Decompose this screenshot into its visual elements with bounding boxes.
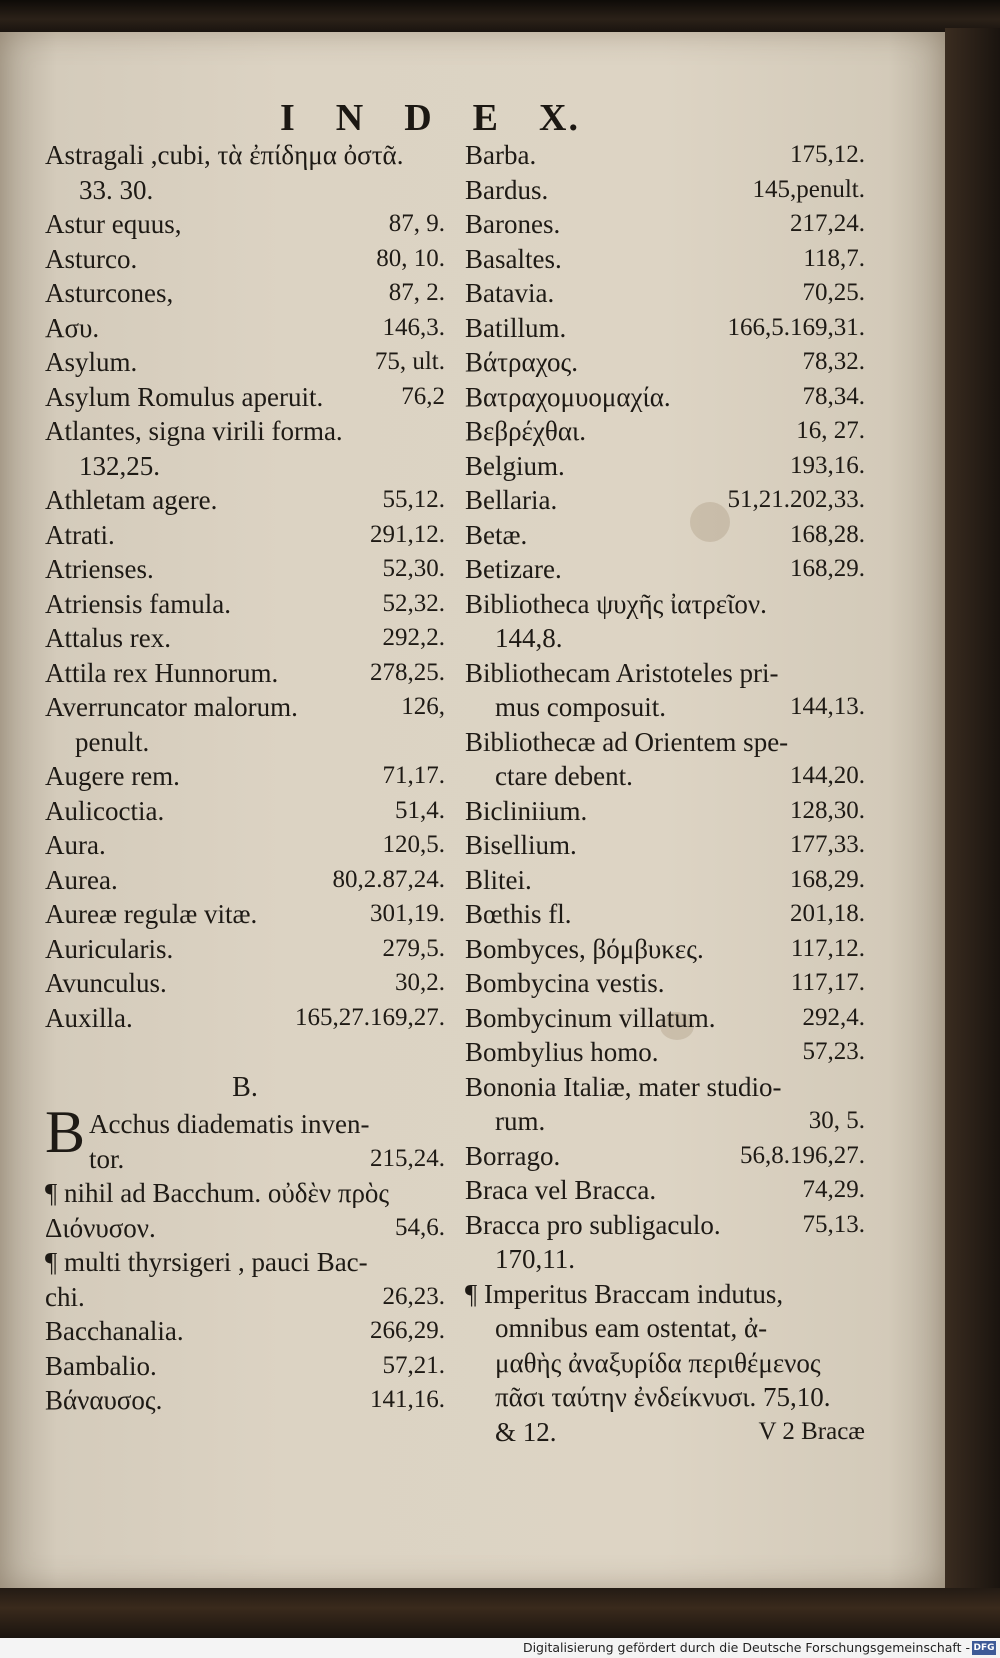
entry-page-ref: 168,29.: [790, 865, 865, 893]
entry-page-ref: 78,32.: [802, 348, 865, 375]
entry-term: Aulicoctia.: [45, 795, 165, 826]
entry-page-ref: 51,4.: [395, 796, 445, 824]
index-entry: [465, 380, 865, 415]
entry-term: mus composuit.: [495, 692, 667, 722]
index-entry: [465, 345, 865, 380]
index-entry: [465, 483, 865, 518]
header-letter: I: [280, 97, 297, 139]
entry-page-ref: 175,12.: [790, 141, 865, 168]
entry-term: & 12.: [495, 1416, 557, 1447]
entry-term: Bellaria.: [465, 485, 558, 515]
page-edge: [945, 28, 1000, 1590]
entry-term: omnibus eam ostentat, ἀ-: [495, 1313, 768, 1343]
index-entry: [45, 483, 445, 518]
entry-page-ref: 144,20.: [790, 762, 865, 789]
entry-term: Atrati.: [45, 519, 115, 550]
index-entry: [45, 207, 445, 242]
entry-term: penult.: [75, 726, 150, 757]
entry-term: Batillum.: [465, 312, 567, 343]
entry-page-ref: 87, 9.: [388, 210, 445, 237]
entry-page-ref: 80,2.87,24.: [332, 865, 445, 893]
entry-page-ref: 117,17.: [790, 969, 865, 996]
index-entry: [465, 725, 865, 760]
entry-term: Bacchanalia.: [45, 1316, 184, 1346]
section-letter: B.: [232, 1072, 258, 1103]
entry-page-ref: 71,17.: [382, 762, 445, 789]
entry-page-ref: 75,13.: [802, 1210, 865, 1238]
index-entry: [45, 863, 445, 898]
binding-top: [0, 0, 1000, 32]
entry-term: Auricularis.: [45, 933, 174, 964]
index-entry: [465, 242, 865, 277]
entry-term: Atrienses.: [45, 554, 154, 584]
index-entry: [465, 138, 865, 173]
entry-term: Augere rem.: [45, 761, 180, 791]
entry-page-ref: 166,5.169,31.: [727, 313, 865, 341]
index-entry: [45, 449, 445, 484]
index-entry: [45, 414, 445, 449]
entry-term: Avunculus.: [45, 968, 167, 998]
entry-page-ref: 52,30.: [382, 555, 445, 582]
entry-term: Bombylius homo.: [465, 1037, 659, 1067]
index-entry: [45, 1142, 445, 1177]
entry-term: Βάναυσος.: [45, 1385, 163, 1415]
index-entry: [465, 311, 865, 346]
entry-term: Betizare.: [465, 554, 562, 584]
index-entry: [465, 173, 865, 208]
entry-term: Bombyces, βόμβυκες.: [465, 933, 704, 964]
entry-page-ref: 75, ult.: [374, 348, 445, 375]
index-entry: [45, 1245, 445, 1280]
entry-term: Aura.: [45, 830, 106, 860]
entry-page-ref: 291,12.: [370, 520, 445, 548]
entry-term: Βατραχομυομαχία.: [465, 381, 671, 412]
index-entry: [465, 1415, 865, 1450]
entry-term: Atlantes, signa virili forma.: [45, 416, 343, 446]
binding-bottom: [0, 1588, 1000, 1638]
entry-term: Atriensis famula.: [45, 588, 231, 619]
section-b-entries: [45, 1099, 445, 1418]
entry-term: Astur equus,: [45, 209, 182, 239]
entry-page-ref: 51,21.202,33.: [727, 486, 865, 513]
entry-term: Braca vel Bracca.: [465, 1175, 657, 1205]
entry-page-ref: 80, 10.: [376, 244, 445, 272]
entry-page-ref: 201,18.: [790, 900, 865, 927]
entry-page-ref: 292,2.: [382, 624, 445, 651]
entry-term: Bracca pro subligaculo.: [465, 1209, 721, 1240]
index-entry: [45, 1349, 445, 1384]
index-entry: [465, 794, 865, 829]
entry-page-ref: 292,4.: [802, 1003, 865, 1031]
index-entry: [45, 1280, 445, 1315]
index-entry: [45, 621, 445, 656]
index-entry: [465, 1208, 865, 1243]
entry-page-ref: 177,33.: [790, 831, 865, 858]
entry-page-ref: 30,2.: [395, 969, 445, 996]
dfg-logo: DFG: [973, 1643, 995, 1653]
entry-page-ref: 52,32.: [382, 589, 445, 617]
entry-term: Bibliotheca ψυχῆς ἰατρεῖον.: [465, 588, 767, 619]
index-entry: [465, 1001, 865, 1036]
index-entry: [45, 345, 445, 380]
entry-term: Averruncator malorum.: [45, 692, 298, 722]
entry-term: Blitei.: [465, 864, 532, 895]
entry-term: Basaltes.: [465, 243, 562, 274]
entry-page-ref: V 2 Bracæ: [758, 1417, 865, 1445]
entry-term: Borrago.: [465, 1140, 561, 1171]
entry-term: Bardus.: [465, 174, 549, 205]
drop-capital: B: [45, 1099, 86, 1165]
entry-term: Bicliniium.: [465, 795, 588, 826]
entry-term: Batavia.: [465, 278, 555, 308]
entry-term: πᾶσι ταύτην ἐνδείκνυσι. 75,10.: [495, 1382, 831, 1412]
entry-term: Betæ.: [465, 519, 528, 550]
index-entry: [465, 518, 865, 553]
index-entry: [465, 863, 865, 898]
header-letter: D: [404, 97, 434, 139]
index-entry: [465, 932, 865, 967]
index-entry: [465, 897, 865, 932]
entry-term: Auxilla.: [45, 1002, 133, 1033]
entry-term: μαθὴς ἀναξυρίδα περιθέμενος: [495, 1347, 821, 1378]
index-entry: [465, 1346, 865, 1381]
index-entry: [45, 311, 445, 346]
entry-term: Athletam agere.: [45, 485, 218, 515]
entry-term: Βεβρέχθαι.: [465, 416, 586, 446]
entry-page-ref: 30, 5.: [808, 1107, 865, 1134]
index-entry: [45, 1176, 445, 1211]
index-entry: [465, 1104, 865, 1139]
entry-term: Belgium.: [465, 450, 565, 481]
entry-page-ref: 55,12.: [382, 486, 445, 513]
entry-page-ref: 217,24.: [790, 210, 865, 237]
index-entry: [45, 1001, 445, 1036]
index-entry: [465, 1173, 865, 1208]
entry-term: Acchus diadematis inven-: [89, 1109, 370, 1139]
entry-page-ref: 301,19.: [370, 900, 445, 927]
entry-page-ref: 120,5.: [382, 831, 445, 858]
index-entry: [45, 690, 445, 725]
index-entry: [465, 1070, 865, 1105]
index-entry: [45, 1107, 445, 1142]
index-entry: [465, 1242, 865, 1277]
index-entry: [45, 380, 445, 415]
entry-term: Bibliothecam Aristoteles pri-: [465, 657, 779, 688]
index-entry: [45, 552, 445, 587]
index-entry: [465, 207, 865, 242]
entry-term: 33. 30.: [79, 174, 154, 205]
entry-page-ref: 16, 27.: [796, 417, 865, 444]
entry-page-ref: 54,6.: [395, 1213, 445, 1241]
entry-term: Bononia Italiæ, mater studio-: [465, 1071, 782, 1102]
entry-page-ref: 278,25.: [370, 658, 445, 686]
index-entry: [45, 828, 445, 863]
header-letter: N: [335, 97, 366, 139]
entry-page-ref: 117,12.: [790, 934, 865, 962]
entry-page-ref: 279,5.: [382, 934, 445, 962]
left-column: [45, 138, 445, 1418]
index-entry: [45, 794, 445, 829]
header-letter: E: [472, 97, 501, 139]
index-entry: [465, 656, 865, 691]
index-header: [280, 96, 580, 140]
index-entry: [465, 587, 865, 622]
index-entry: [465, 1035, 865, 1070]
entry-term: ctare debent.: [495, 761, 633, 791]
entry-page-ref: 168,29.: [790, 555, 865, 582]
entry-term: Bombycina vestis.: [465, 968, 665, 998]
entry-term: tor.: [89, 1143, 125, 1174]
entry-term: chi.: [45, 1281, 85, 1312]
index-entry: [465, 276, 865, 311]
entry-term: Attalus rex.: [45, 623, 171, 653]
right-column: [465, 138, 865, 1449]
index-entry: [45, 725, 445, 760]
entry-term: rum.: [495, 1106, 546, 1136]
entry-term: Aureæ regulæ vitæ.: [45, 899, 258, 929]
entry-term: ¶ Imperitus Braccam indutus,: [465, 1278, 784, 1309]
footer-credit: Digitalisierung gefördert durch die Deutsche Forschungsgemeinschaft -: [522, 1640, 970, 1655]
entry-term: Aurea.: [45, 864, 118, 895]
index-entry: [465, 449, 865, 484]
entry-term: Bœthis fl.: [465, 899, 572, 929]
index-entry: [465, 1277, 865, 1312]
entry-term: 170,11.: [495, 1244, 575, 1274]
entry-term: Asturco.: [45, 243, 138, 274]
entry-term: Ασυ.: [45, 312, 100, 343]
entry-term: Asturcones,: [45, 278, 174, 308]
index-entry: [465, 621, 865, 656]
index-entry: [465, 552, 865, 587]
index-entry: [45, 1211, 445, 1246]
entry-term: ¶ nihil ad Bacchum. οὐδὲν πρὸς: [45, 1178, 390, 1208]
entry-term: Bisellium.: [465, 830, 577, 860]
entry-page-ref: 193,16.: [790, 451, 865, 479]
header-letter: X.: [539, 97, 580, 139]
entry-term: Attila rex Hunnorum.: [45, 657, 279, 688]
entry-page-ref: 266,29.: [370, 1317, 445, 1344]
entry-page-ref: 141,16.: [370, 1386, 445, 1413]
index-entry: [45, 966, 445, 1001]
index-entry: [45, 759, 445, 794]
entry-term: ¶ multi thyrsigeri , pauci Bac-: [45, 1247, 368, 1277]
entry-page-ref: 74,29.: [802, 1176, 865, 1203]
index-entry: [465, 690, 865, 725]
entry-page-ref: 144,13.: [790, 693, 865, 720]
index-entry: [45, 656, 445, 691]
index-entry: [45, 932, 445, 967]
entry-page-ref: 168,28.: [790, 520, 865, 548]
entry-page-ref: 70,25.: [802, 279, 865, 306]
entry-term: Barones.: [465, 209, 561, 239]
entry-term: 144,8.: [495, 623, 563, 653]
entry-page-ref: 126,: [401, 693, 445, 720]
entry-page-ref: 56,8.196,27.: [740, 1141, 865, 1169]
entry-term: Bibliothecæ ad Orientem spe-: [465, 726, 789, 757]
entry-term: Bambalio.: [45, 1350, 157, 1381]
index-entry: [465, 1139, 865, 1174]
index-entry: [45, 1314, 445, 1349]
index-entry: [465, 414, 865, 449]
index-entry: [465, 1380, 865, 1415]
entry-page-ref: 215,24.: [370, 1144, 445, 1172]
entry-page-ref: 165,27.169,27.: [295, 1003, 445, 1031]
entry-page-ref: 78,34.: [802, 382, 865, 410]
index-entry: [45, 897, 445, 932]
entry-page-ref: 26,23.: [382, 1282, 445, 1310]
index-entry: [45, 242, 445, 277]
index-entry: [45, 518, 445, 553]
entry-term: Asylum.: [45, 347, 138, 377]
index-entry: [465, 828, 865, 863]
entry-term: Astragali ,cubi, τὰ ἐπίδημα ὀστᾶ.: [45, 140, 404, 170]
entry-page-ref: 87, 2.: [388, 279, 445, 306]
index-entry: [45, 1383, 445, 1418]
entry-page-ref: 128,30.: [790, 796, 865, 824]
index-entry: [45, 173, 445, 208]
entry-term: Διόνυσον.: [45, 1212, 156, 1243]
index-entry: [465, 1311, 865, 1346]
index-entry: [45, 276, 445, 311]
index-entry: [465, 966, 865, 1001]
entry-page-ref: 76,2: [401, 382, 445, 410]
entry-term: Bombycinum villatum.: [465, 1002, 716, 1033]
entry-term: Asylum Romulus aperuit.: [45, 381, 324, 412]
entry-page-ref: 57,21.: [382, 1351, 445, 1379]
entry-page-ref: 146,3.: [382, 313, 445, 341]
entry-term: Barba.: [465, 140, 537, 170]
index-entry: [45, 587, 445, 622]
entry-term: Βάτραχος.: [465, 347, 578, 377]
index-entry: [465, 759, 865, 794]
entry-page-ref: 57,23.: [802, 1038, 865, 1065]
entry-term: 132,25.: [79, 450, 160, 481]
entry-page-ref: 145,penult.: [752, 175, 865, 203]
entry-page-ref: 118,7.: [803, 244, 865, 272]
index-entry: [45, 138, 445, 173]
